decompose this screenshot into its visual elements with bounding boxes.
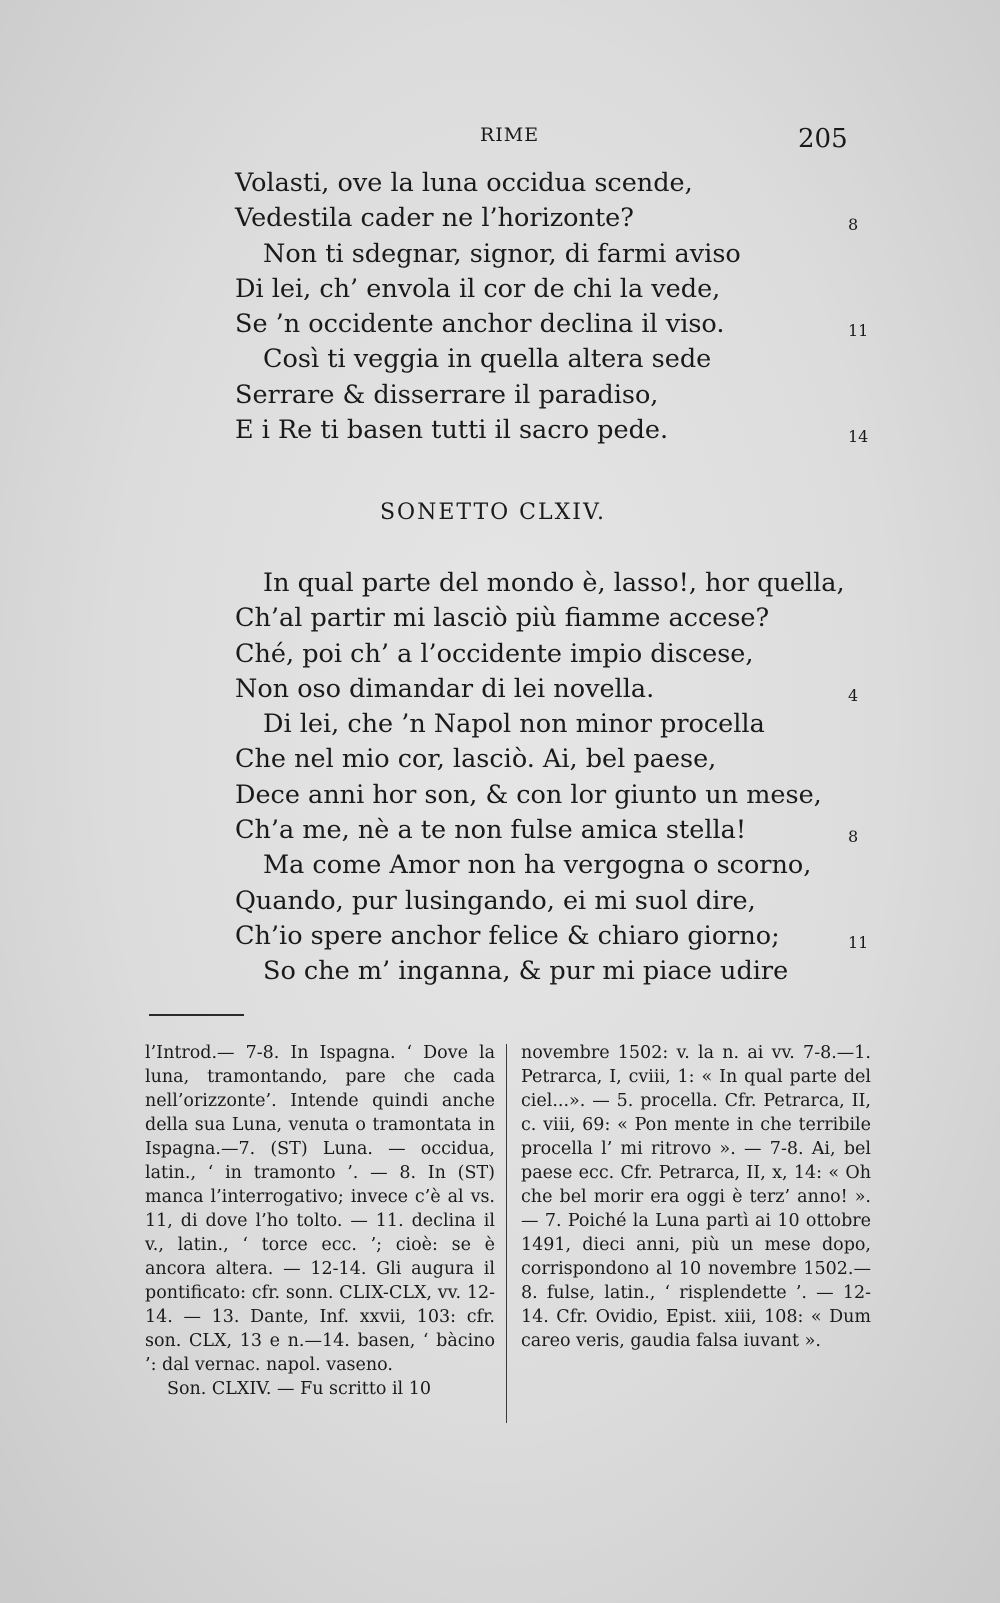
verse-text: Ché, poi ch’ a l’occidente impio discese, xyxy=(235,638,754,669)
verse-line xyxy=(0,566,1000,601)
verse-text: So che m’ inganna, & pur mi piace udire xyxy=(263,956,789,987)
verse-line xyxy=(0,848,1000,883)
line-number: 4 xyxy=(848,685,859,705)
verse-text: Ch’a me, nè a te non fulse amica stella! xyxy=(235,815,747,846)
line-number: 14 xyxy=(848,427,869,447)
line-number: 8 xyxy=(848,827,859,847)
verse-text: Non ti sdegnar, signor, di farmi aviso xyxy=(263,238,741,269)
footnote-paragraph: novembre 1502: v. la n. ai vv. 7-8.—1. Petrarca, I, cviii, 1: « In qual parte del ciel...». — 5. procella. Cfr. Petrarca, II, c. viii, 69: « Pon mente in che terribile procella l’ mi ritrovo ». — 7-8. Ai, bel paese ecc. Cfr. Petrarca, II, x, 14: « Oh che bel morir era oggi è terz’ anno! ». — 7. Poiché la Luna partì ai 10 ottobre 1491, dieci anni, più un mese dopo, corrispondono al 10 novembre 1502.— 8. fulse, latin., ‘ risplendette ’. — 12-14. Cfr. Ovidio, Epist. xiii, 108: « Dum careo veris, gaudia falsa iuvant ». xyxy=(521,1043,871,1351)
footnotes-right-column xyxy=(521,1041,871,1353)
verse-line xyxy=(0,813,1000,848)
verse-text: Dece anni hor son, & con lor giunto un mese, xyxy=(235,779,822,810)
verse-text: E i Re ti basen tutti il sacro pede. xyxy=(235,415,669,446)
verse-line xyxy=(0,237,1000,272)
footnote-paragraph: Son. CLXIV. — Fu scritto il 10 xyxy=(167,1379,431,1399)
verse-text: Vedestila cader ne l’horizonte? xyxy=(235,203,634,234)
verse-text: Volasti, ove la luna occidua scende, xyxy=(235,168,693,198)
verse-text: Serrare & disserrare il paradiso, xyxy=(235,379,659,410)
page-number: 205 xyxy=(798,124,848,154)
verse-line xyxy=(0,707,1000,742)
verse-line xyxy=(0,742,1000,777)
verse-line xyxy=(0,307,1000,342)
column-divider xyxy=(506,1044,507,1423)
line-number: 11 xyxy=(848,321,869,341)
verse-line xyxy=(0,778,1000,813)
verse-line xyxy=(0,342,1000,377)
verse-text: Ma come Amor non ha vergogna o scorno, xyxy=(263,850,812,881)
line-number: 11 xyxy=(848,932,869,952)
verse-sonnet-clxiv xyxy=(0,566,1000,990)
verse-line xyxy=(0,954,1000,989)
verse-text: In qual parte del mondo è, lasso!, hor quella, xyxy=(263,568,845,598)
verse-line xyxy=(0,413,1000,448)
footnote-rule xyxy=(149,1014,244,1016)
verse-line xyxy=(0,884,1000,919)
sonnet-title-text: SONETTO CLXIV. xyxy=(379,500,607,525)
verse-line xyxy=(0,672,1000,707)
verse-text: Così ti veggia in quella altera sede xyxy=(263,344,712,375)
verse-text: Di lei, ch’ envola il cor de chi la vede, xyxy=(235,273,721,304)
verse-line xyxy=(0,637,1000,672)
line-number: 8 xyxy=(848,215,859,235)
verse-line xyxy=(0,919,1000,954)
verse-text: Non oso dimandar di lei novella. xyxy=(235,673,655,704)
verse-line xyxy=(0,378,1000,413)
verse-text: Di lei, che ’n Napol non minor procella xyxy=(263,709,765,740)
sonnet-title xyxy=(0,500,1000,525)
verse-end-previous-sonnet xyxy=(0,166,1000,448)
verse-line xyxy=(0,601,1000,636)
verse-line xyxy=(0,272,1000,307)
footnote-paragraph: l’Introd.— 7-8. In Ispagna. ‘ Dove la luna, tramontando, pare che cada nell’orizzonte’. Intende quindi anche della sua Luna, venuta o tramontata in Ispagna.—7. (ST) Luna. — occidua, latin., ‘ in tramonto ’. — 8. In (ST) manca l’interrogativo; invece c’è al vs. 11, di dove l’ho tolto. — 11. declina il v., latin., ‘ torce ecc. ’; cioè: se è ancora altera. — 12-14. Gli augura il pontificato: cfr. sonn. CLIX-CLX, vv. 12-14. — 13. Dante, Inf. xxvii, 103: cfr. son. CLX, 13 e n.—14. basen, ‘ bàcino ’: dal vernac. napol. vaseno. xyxy=(145,1043,495,1375)
verse-line xyxy=(0,201,1000,236)
verse-text: Ch’al partir mi lasciò più fiamme accese? xyxy=(235,603,770,634)
verse-text: Quando, pur lusingando, ei mi suol dire, xyxy=(235,885,756,916)
page-header xyxy=(0,124,1000,154)
running-title: RIME xyxy=(480,124,540,146)
verse-text: Che nel mio cor, lasciò. Ai, bel paese, xyxy=(235,744,717,775)
verse-text: Se ’n occidente anchor declina il viso. xyxy=(235,309,725,340)
verse-line xyxy=(0,166,1000,201)
verse-text: Ch’io spere anchor felice & chiaro giorno; xyxy=(235,920,780,951)
footnotes-left-column xyxy=(145,1041,495,1401)
